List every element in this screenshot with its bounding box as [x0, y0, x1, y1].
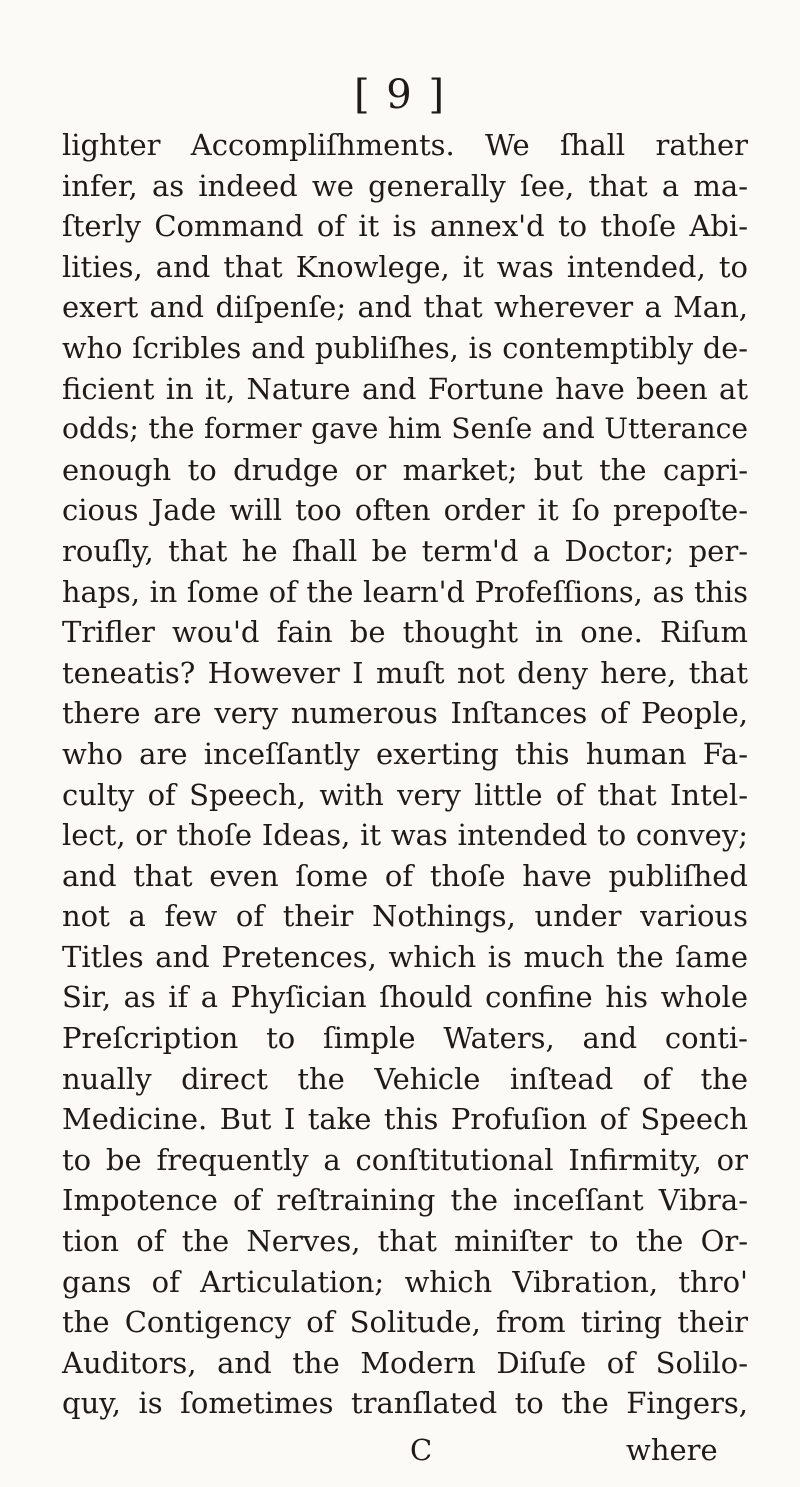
text-line: there are very numerous Inſtances of People, — [62, 696, 748, 731]
text-line: ficient in it, Nature and Fortune have been at — [62, 371, 748, 406]
text-line: Auditors, and the Modern Diſuſe of Solilo- — [62, 1345, 748, 1380]
page-number-header: [ 9 ] — [353, 72, 447, 118]
text-line: haps, in ſome of the learn'd Profeſſions, as this — [62, 574, 748, 609]
body-text — [62, 125, 748, 1424]
text-line: cious Jade will too often order it ſo prepoſte- — [62, 493, 748, 528]
text-line: teneatis? However I muſt not deny here, that — [62, 655, 748, 690]
text-line: odds; the former gave him Senſe and Utterance — [62, 412, 748, 446]
text-line: enough to drudge or market; but the capri- — [62, 452, 748, 487]
text-line: quy, is ſometimes tranſlated to the Fingers, — [62, 1386, 748, 1421]
text-line: exert and diſpenſe; and that wherever a Man, — [62, 290, 748, 325]
text-line: not a few of their Nothings, under various — [62, 899, 748, 934]
text-line: Preſcription to ſimple Waters, and conti- — [62, 1021, 748, 1056]
text-line: the Contigency of Solitude, from tiring their — [62, 1305, 748, 1340]
text-line: lighter Accompliſhments. We ſhall rather — [62, 128, 748, 162]
page-footer — [0, 1430, 800, 1470]
catchword: where — [626, 1433, 718, 1467]
text-line: tion of the Nerves, that miniſter to the Or- — [62, 1224, 748, 1259]
text-line: rouſly, that he ſhall be term'd a Doctor; per- — [62, 533, 748, 568]
text-line: Medicine. But I take this Profuſion of Speech — [62, 1102, 748, 1137]
text-line: who are inceſſantly exerting this human Fa- — [62, 736, 748, 771]
text-line: Sir, as if a Phyſician ſhould confine his whole — [62, 980, 748, 1015]
text-line: culty of Speech, with very little of that Intel- — [62, 777, 748, 812]
signature-mark: C — [410, 1433, 433, 1467]
text-line: Trifler wou'd fain be thought in one. Riſum — [62, 615, 748, 650]
text-line: Titles and Pretences, which is much the ſame — [62, 939, 748, 974]
text-line: lect, or thoſe Ideas, it was intended to convey; — [62, 818, 748, 853]
text-line: ſterly Command of it is annex'd to thoſe Abi- — [62, 209, 748, 244]
text-line: lities, and that Knowlege, it was intended, to — [62, 249, 748, 284]
text-line: infer, as indeed we generally ſee, that a ma- — [62, 168, 748, 203]
text-line: Impotence of reſtraining the inceſſant Vibra- — [62, 1183, 748, 1218]
text-line: gans of Articulation; which Vibration, thro' — [62, 1264, 748, 1299]
text-line: to be frequently a conſtitutional Infirmity, or — [62, 1142, 748, 1177]
text-line: nually direct the Vehicle inſtead of the — [62, 1061, 748, 1096]
text-line: and that even ſome of thoſe have publiſhed — [62, 858, 748, 893]
text-line: who ſcribles and publiſhes, is contemptibly de- — [62, 330, 748, 365]
